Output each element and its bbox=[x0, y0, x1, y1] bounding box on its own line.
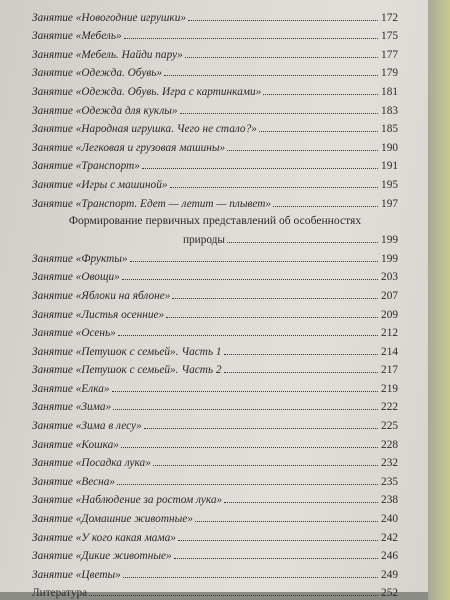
entry-title: Занятие «Мебель» bbox=[32, 30, 122, 43]
entry-title: Занятие «Зима в лесу» bbox=[32, 420, 142, 433]
page-number: 252 bbox=[381, 587, 398, 600]
page-number: 246 bbox=[381, 550, 398, 563]
page-number: 195 bbox=[381, 178, 398, 191]
dot-leader bbox=[259, 130, 378, 132]
dot-leader bbox=[227, 149, 378, 151]
entry-title: Занятие «Одежда. Обувь. Игра с картинками» bbox=[32, 85, 262, 98]
page-number: 207 bbox=[381, 289, 398, 302]
dot-leader bbox=[121, 446, 378, 448]
toc-entry bbox=[32, 525, 398, 544]
toc-entry bbox=[32, 79, 398, 98]
entry-title: Занятие «Дикие животные» bbox=[32, 550, 172, 563]
toc-entry-literature bbox=[32, 581, 398, 600]
page-number: 249 bbox=[381, 568, 398, 581]
dot-leader bbox=[118, 334, 378, 336]
toc-entry bbox=[32, 117, 398, 136]
section-heading bbox=[32, 210, 398, 228]
dot-leader bbox=[117, 483, 378, 485]
page-number: 238 bbox=[381, 494, 398, 507]
entry-title: Занятие «Овощи» bbox=[32, 271, 120, 284]
entry-title: Занятие «Осень» bbox=[32, 327, 116, 340]
entry-title: Занятие «Мебель. Найди пару» bbox=[32, 48, 183, 61]
page-number: 232 bbox=[381, 457, 398, 470]
dot-leader bbox=[166, 316, 378, 318]
toc-entry bbox=[32, 469, 398, 488]
page-number: 179 bbox=[381, 67, 398, 80]
dot-leader bbox=[123, 576, 378, 578]
dot-leader bbox=[113, 408, 378, 410]
toc-entry bbox=[32, 413, 398, 432]
toc-entry bbox=[32, 321, 398, 340]
page-edge bbox=[428, 0, 450, 600]
page-number: 240 bbox=[381, 513, 398, 526]
dot-leader bbox=[224, 353, 378, 355]
dot-leader bbox=[142, 167, 378, 169]
page-number: 219 bbox=[381, 382, 398, 395]
dot-leader bbox=[112, 390, 378, 392]
entry-title: Занятие «Транспорт» bbox=[32, 160, 140, 173]
toc-entry bbox=[32, 135, 398, 154]
page-number: 177 bbox=[381, 48, 398, 61]
page-number: 228 bbox=[381, 438, 398, 451]
toc-entry bbox=[32, 42, 398, 61]
entry-title: Литература bbox=[32, 587, 88, 600]
entry-title: Занятие «Транспорт. Едет — летит — плывет» bbox=[32, 197, 272, 210]
toc-entry bbox=[32, 451, 398, 470]
toc-entry bbox=[32, 302, 398, 321]
entry-title: Занятие «Петушок с семьей». Часть 1 bbox=[32, 345, 222, 358]
dot-leader bbox=[164, 74, 378, 76]
entry-title: Занятие «Листья осенние» bbox=[32, 308, 165, 321]
entry-title: Занятие «Фрукты» bbox=[32, 252, 128, 265]
dot-leader bbox=[188, 19, 378, 21]
page-number: 199 bbox=[381, 234, 398, 247]
page-number: 212 bbox=[381, 327, 398, 340]
dot-leader bbox=[224, 371, 378, 373]
toc-entry bbox=[32, 376, 398, 395]
dot-leader bbox=[170, 186, 378, 188]
entry-title: Занятие «Яблоки на яблоне» bbox=[32, 289, 171, 302]
toc-entry bbox=[32, 246, 398, 265]
dot-leader bbox=[153, 464, 378, 466]
section-heading-row bbox=[32, 228, 398, 247]
toc-entry bbox=[32, 283, 398, 302]
page-number: 197 bbox=[381, 197, 398, 210]
page-number: 203 bbox=[381, 271, 398, 284]
dot-leader bbox=[227, 241, 378, 243]
dot-leader bbox=[178, 539, 378, 541]
entry-title: Занятие «Цветы» bbox=[32, 568, 121, 581]
entry-title: Занятие «Одежда. Обувь» bbox=[32, 67, 163, 80]
entry-title: Занятие «Легковая и грузовая машины» bbox=[32, 141, 226, 154]
page-number: 190 bbox=[381, 141, 398, 154]
entry-title: Занятие «Народная игрушка. Чего не стало?» bbox=[32, 123, 257, 136]
toc-entry bbox=[32, 339, 398, 358]
toc-entry bbox=[32, 488, 398, 507]
entry-title: Занятие «Наблюдение за ростом лука» bbox=[32, 494, 223, 507]
page-number: 214 bbox=[381, 345, 398, 358]
toc-entry bbox=[32, 432, 398, 451]
toc-entry bbox=[32, 98, 398, 117]
dot-leader bbox=[89, 594, 378, 596]
page-number: 181 bbox=[381, 85, 398, 98]
toc-entry bbox=[32, 191, 398, 210]
toc-entry bbox=[32, 358, 398, 377]
toc-entry bbox=[32, 61, 398, 80]
entry-title: Занятие «Посадка лука» bbox=[32, 457, 151, 470]
toc-entry bbox=[32, 506, 398, 525]
dot-leader bbox=[263, 93, 378, 95]
page-number: 185 bbox=[381, 123, 398, 136]
dot-leader bbox=[224, 501, 378, 503]
page-number: 199 bbox=[381, 252, 398, 265]
entry-title: Занятие «Кошка» bbox=[32, 438, 119, 451]
page-number: 242 bbox=[381, 531, 398, 544]
entry-title: Занятие «Весна» bbox=[32, 475, 116, 488]
dot-leader bbox=[195, 520, 378, 522]
table-of-contents bbox=[32, 5, 398, 599]
dot-leader bbox=[185, 56, 378, 58]
dot-leader bbox=[130, 260, 378, 262]
section-heading-line1: Формирование первичных представлений об особенностях bbox=[68, 213, 362, 227]
entry-title: Занятие «Домашние животные» bbox=[32, 513, 193, 526]
page-number: 225 bbox=[381, 420, 398, 433]
toc-entry bbox=[32, 265, 398, 284]
entry-title: Занятие «Петушок с семьей». Часть 2 bbox=[32, 364, 222, 377]
page-number: 183 bbox=[381, 104, 398, 117]
entry-title: Занятие «Елка» bbox=[32, 382, 110, 395]
page-number: 217 bbox=[381, 364, 398, 377]
entry-title: Занятие «Одежда для куклы» bbox=[32, 104, 178, 117]
page-number: 191 bbox=[381, 160, 398, 173]
section-heading-line2: природы bbox=[182, 234, 226, 247]
dot-leader bbox=[174, 557, 378, 559]
toc-entry bbox=[32, 395, 398, 414]
dot-leader bbox=[122, 278, 378, 280]
toc-entry bbox=[32, 172, 398, 191]
toc-entry bbox=[32, 24, 398, 43]
page-number: 175 bbox=[381, 30, 398, 43]
page-number: 172 bbox=[381, 11, 398, 24]
toc-entry bbox=[32, 562, 398, 581]
toc-entry bbox=[32, 154, 398, 173]
toc-entry bbox=[32, 5, 398, 24]
toc-entry bbox=[32, 544, 398, 563]
dot-leader bbox=[144, 427, 378, 429]
entry-title: Занятие «Новогодние игрушки» bbox=[32, 11, 186, 24]
dot-leader bbox=[124, 37, 378, 39]
page-number: 235 bbox=[381, 475, 398, 488]
dot-leader bbox=[180, 112, 378, 114]
entry-title: Занятие «Игры с машиной» bbox=[32, 178, 168, 191]
page-number: 222 bbox=[381, 401, 398, 414]
entry-title: Занятие «Зима» bbox=[32, 401, 112, 414]
entry-title: Занятие «У кого какая мама» bbox=[32, 531, 176, 544]
dot-leader bbox=[172, 297, 378, 299]
dot-leader bbox=[273, 205, 378, 207]
page-number: 209 bbox=[381, 308, 398, 321]
